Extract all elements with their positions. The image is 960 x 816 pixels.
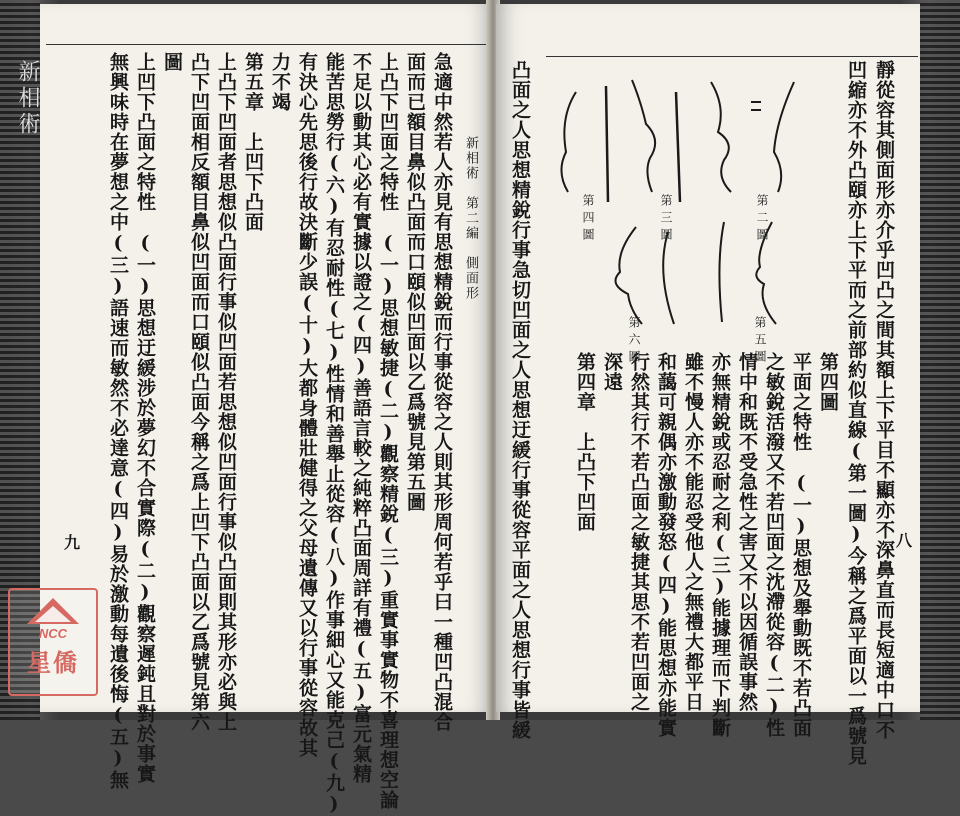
spine-title: 新相術	[15, 60, 40, 138]
ncc-watermark-stamp	[8, 588, 98, 696]
text-column: 力不竭	[269, 52, 291, 112]
text-column: 凸面之人思想精銳行事急切凹面之人思想迂緩行事從容平面之人思想行事皆緩	[509, 60, 531, 740]
text-column: 和藹可親偶亦激動發怒(四)能思想亦能實	[655, 352, 677, 738]
figure-3-caption: 第三圖	[659, 194, 673, 245]
text-column: 有決心先思後行故決斷少誤(十)大都身體壯健得之父母遺傳又以行事從容故其	[296, 52, 318, 758]
left-top-rule	[46, 44, 486, 45]
figure-4-caption: 第四圖	[581, 194, 595, 245]
text-column: 亦無精銳或忍耐之利(三)能據理而下判斷	[709, 352, 731, 738]
right-page-number: 八	[896, 531, 913, 550]
figure-4-profile	[632, 80, 655, 192]
text-column: 第四章 上凸下凹面	[574, 352, 596, 532]
text-column: 第四圖	[817, 352, 839, 412]
right-top-rule	[546, 56, 918, 57]
text-column: 能苦思勞行(六)有忍耐性(七)性情和善舉止從容(八)作事細心又能克己(九)	[323, 52, 345, 816]
text-column: 無興味時在夢想之中(三)語速而敏然不必達意(四)易於激動每遺後悔(五)無	[107, 52, 129, 790]
text-column: 之敏銳活潑又不若凹面之沈滯從容(二)性	[763, 352, 785, 738]
text-column: 圖	[161, 52, 183, 72]
figure-3-profile	[711, 82, 731, 192]
right-page	[496, 4, 920, 766]
text-column: 不足以動其心必有實據以證之(四)善語言較之純粹凸面周詳有禮(五)富元氣精	[350, 52, 372, 784]
text-column: 凹縮亦不外凸頤亦上下平而之前部約似直線(第一圖)今稱之爲平面以一爲號見	[845, 60, 867, 766]
text-column: 急適中然若人亦見有思想精銳而行事從容之人則其形周何若乎曰一種凹凸混合	[431, 52, 453, 732]
text-column: 上凹下凸面之特性 (一)思想迂緩涉於夢幻不合實際(二)觀察遲鈍且對於事實	[134, 52, 156, 784]
stamp-name: 星僑	[27, 649, 79, 677]
figure-2-caption: 第二圖	[755, 194, 769, 245]
text-column: 上凸下凹面之特性 (一)思想敏捷(二)觀察精銳(三)重實事實物不喜理想空論	[377, 52, 399, 810]
text-column: 深遠	[601, 352, 623, 392]
text-column: 行然其行不若凸面之敏捷其思不若凹面之	[628, 352, 650, 712]
figure-5-caption: 第五圖	[753, 316, 767, 367]
text-column: 凸下凹面相反額目鼻似凹面而口頤似凸面今稱之爲上凹下凸面以乙爲號見第六	[188, 52, 210, 732]
text-column: 平面之特性 (一)思想及舉動既不若凸面	[790, 352, 812, 738]
stamp-roof-icon	[27, 598, 79, 624]
stamp-code: NCC	[38, 626, 68, 641]
figure-2-profile	[774, 82, 794, 192]
left-page	[40, 4, 492, 816]
text-column: 面而已額目鼻似凸面而口頤似凹面以乙爲號見第五圖	[404, 52, 426, 512]
text-column: 第五章 上凹下凸面	[242, 52, 264, 232]
text-column: 靜從容其側面形亦介乎凹凸之間其額上下平目不顯亦不深鼻直而長短適中口不	[873, 60, 895, 740]
text-column: 情中和既不受急性之害又不以因循誤事然	[736, 352, 758, 712]
left-page-header: 新相術 第二編 側面形	[463, 136, 478, 301]
text-column: 雖不慢人亦不能忍受他人之無禮大都平日	[682, 352, 704, 712]
text-column: 上凸下凹面者思想似凸面行事似凹面若思想似凹面行事似凸面則其形亦必與上	[215, 52, 237, 732]
left-page-number: 九	[64, 533, 81, 552]
figure-6-profile	[616, 227, 643, 324]
figure-6-caption: 第六圖	[627, 316, 641, 367]
book-edge-right	[920, 0, 960, 720]
